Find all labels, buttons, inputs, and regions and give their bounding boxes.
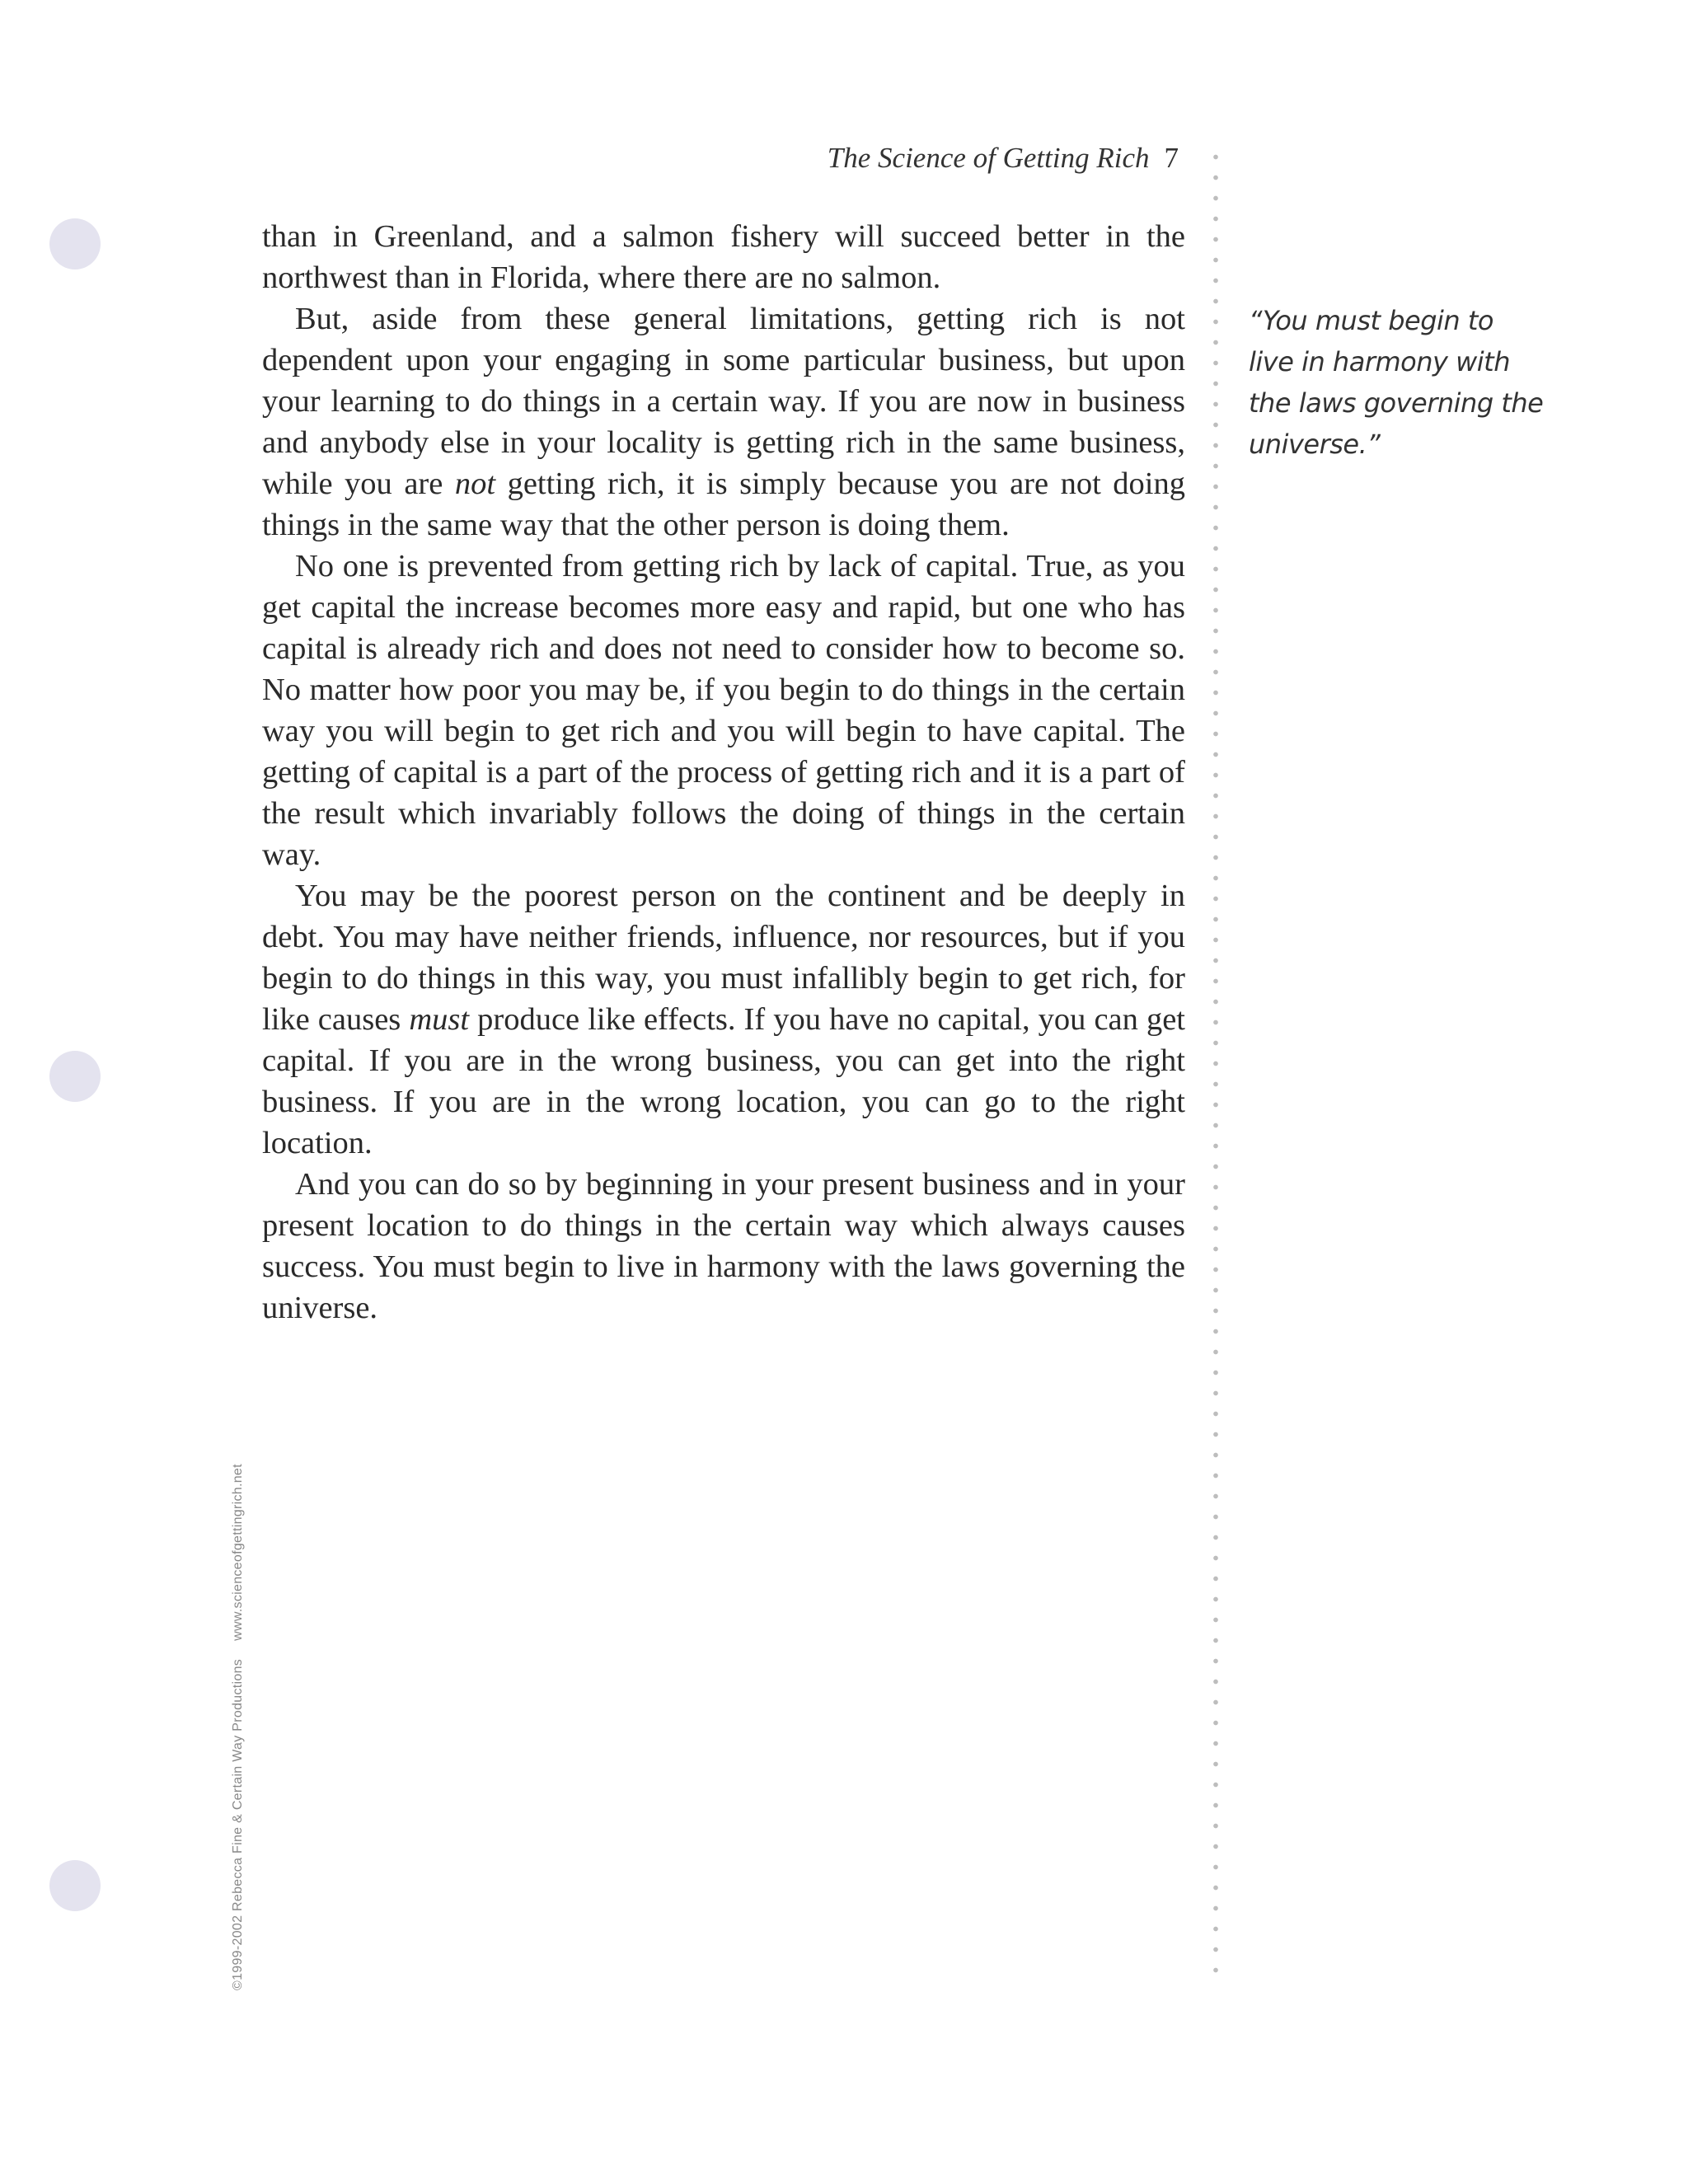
paragraph-text: No one is prevented from getting rich by lack of capital. True, as you get capital the increase becomes more easy and rapid, but one who has capital is already rich and does not need to consider how to become so. No matter how poor you may be, if you begin to do things in the certain way you will begin to get rich and you will begin to have capital. The getting of capital is a part of the process of getting rich and it is a part of the result which invariably follows the doing of things in the certain way. (262, 549, 1185, 872)
body-paragraph (262, 546, 1185, 875)
copyright-notice (231, 1464, 246, 1990)
paragraph-text: But, aside from these general limitations, getting rich is not dependent upon your engaging in some particular business, but upon your learning to do things in a certain way. If you are now in business and anybody else in your locality is getting rich in the same business, while you are (262, 302, 1185, 501)
emphasis-text: must (409, 1002, 470, 1037)
body-paragraph (262, 298, 1185, 546)
dotted-divider (1213, 147, 1218, 1978)
body-paragraph (262, 216, 1185, 298)
punch-hole-top (49, 218, 101, 269)
body-paragraph (262, 875, 1185, 1164)
paragraph-text: than in Greenland, and a salmon fishery will succeed better in the northwest than in Florida, where there are no salmon. (262, 219, 1185, 295)
copyright-text: ©1999-2002 Rebecca Fine & Certain Way Productions (231, 1658, 245, 1990)
book-title: The Science of Getting Rich (827, 142, 1150, 174)
emphasis-text: not (454, 466, 496, 501)
running-head (742, 142, 1179, 175)
paragraph-text: getting rich, it is simply because you are not doing things in the same way that the other person is doing them. (262, 466, 1185, 542)
punch-hole-bottom (49, 1860, 101, 1911)
body-text (262, 216, 1185, 1329)
paragraph-text: produce like effects. If you have no capital, you can get capital. If you are in the wrong business, you can get into the right business. If you are in the wrong location, you can go to the right location. (262, 1002, 1185, 1160)
website-url: www.scienceofgettingrich.net (231, 1464, 245, 1641)
pull-quote: “You must begin to live in harmony with the laws governing the universe.” (1249, 305, 1544, 460)
paragraph-text: You may be the poorest person on the continent and be deeply in debt. You may have neither friends, influence, nor resources, but if you begin to do things in this way, you must infallibly begin to get rich, for like causes (262, 879, 1185, 1037)
punch-hole-middle (49, 1051, 101, 1102)
paragraph-text: And you can do so by beginning in your present business and in your present location to do things in the certain way which always causes success. You must begin to live in harmony with the laws governing the universe. (262, 1167, 1185, 1325)
page-number: 7 (1164, 142, 1179, 174)
body-paragraph (262, 1164, 1185, 1329)
